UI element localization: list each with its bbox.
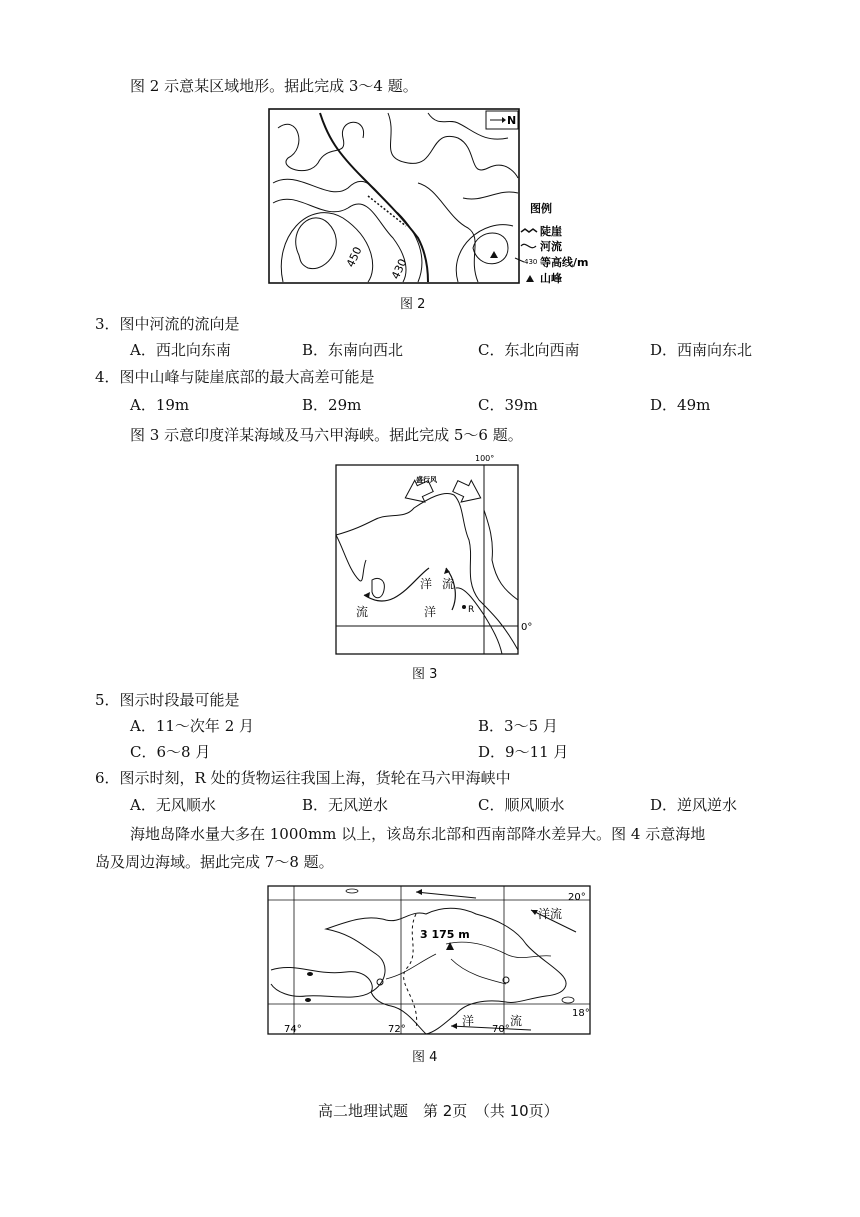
river-legend-icon [521, 244, 536, 247]
question-3-option-a[interactable]: A．西北向东南 [130, 341, 231, 359]
point-r-label: R [468, 605, 475, 615]
intro-fig4-line-1: 海地岛降水量大多在 1000mm 以上，该岛东北部和西南部降水差异大。图 4 示意海地 [130, 825, 706, 843]
question-6-option-b[interactable]: B．无风逆水 [302, 796, 389, 814]
current-label-flow-2: 流 [442, 577, 455, 591]
longitude-72-label: 72° [388, 1024, 406, 1035]
figure-4-island-map [266, 884, 596, 1043]
longitude-100-label: 100° [475, 454, 495, 463]
legend-peak: 山峰 [540, 272, 562, 285]
question-5-option-b[interactable]: B．3～5 月 [478, 717, 558, 735]
contour-label-450: 450 [343, 244, 365, 270]
current-label-ocean-1: 洋 [420, 577, 433, 591]
legend-contour-value: 430 [524, 258, 538, 266]
current-label-top: 洋流 [538, 907, 563, 921]
intro-fig4-line-2: 岛及周边海域。据此完成 7～8 题。 [95, 853, 334, 871]
latitude-20-label: 20° [568, 892, 586, 903]
question-3-option-c[interactable]: C．东北向西南 [478, 341, 580, 359]
question-4-option-b[interactable]: B．29m [302, 396, 362, 414]
current-label-ocean-2: 洋 [424, 605, 437, 619]
question-6-option-d[interactable]: D．逆风逆水 [650, 796, 738, 814]
legend-cliff: 陡崖 [540, 225, 562, 238]
current-label-bottom-1: 洋 [462, 1014, 475, 1028]
intro-fig3: 图 3 示意印度洋某海域及马六甲海峡。据此完成 5～6 题。 [130, 426, 523, 444]
question-5-stem: 5．图示时段最可能是 [95, 691, 240, 709]
contour-label-430: 430 [388, 256, 410, 282]
figure-2-terrain-map [268, 108, 588, 292]
page-footer: 高二地理试题 第 2页 （共 10页） [318, 1102, 559, 1120]
figure-3-ocean-map [334, 450, 549, 662]
cliff-legend-icon [521, 229, 537, 232]
question-4-option-d[interactable]: D．49m [650, 396, 711, 414]
question-5-option-d[interactable]: D．9～11 月 [478, 743, 569, 761]
question-5-option-a[interactable]: A．11～次年 2 月 [130, 717, 254, 735]
question-3-stem: 3．图中河流的流向是 [95, 315, 240, 333]
question-3-option-d[interactable]: D．西南向东北 [650, 341, 753, 359]
legend-river: 河流 [540, 240, 562, 253]
figure-3-caption: 图 3 [412, 667, 438, 682]
question-4-option-a[interactable]: A．19m [130, 396, 190, 414]
intro-fig2: 图 2 示意某区域地形。据此完成 3～4 题。 [130, 77, 418, 95]
question-5-option-c[interactable]: C．6～8 月 [130, 743, 211, 761]
figure-4-caption: 图 4 [412, 1050, 438, 1065]
question-3-option-b[interactable]: B．东南向西北 [302, 341, 404, 359]
question-6-option-c[interactable]: C．顺风顺水 [478, 796, 565, 814]
north-label: N [507, 114, 517, 127]
equator-label: 0° [521, 622, 533, 633]
current-label-bottom-2: 流 [510, 1014, 523, 1028]
legend-contour: 等高线/m [540, 256, 588, 269]
legend-title: 图例 [530, 202, 552, 215]
longitude-70-label: 70° [492, 1024, 510, 1035]
question-4-option-c[interactable]: C．39m [478, 396, 538, 414]
figure-2-caption: 图 2 [400, 297, 426, 312]
prevailing-wind-label: 盛行风 [416, 476, 437, 484]
question-6-option-a[interactable]: A．无风顺水 [130, 796, 216, 814]
question-6-stem: 6．图示时刻，R 处的货物运往我国上海，货轮在马六甲海峡中 [95, 769, 511, 787]
peak-legend-icon [526, 275, 534, 282]
question-4-stem: 4．图中山峰与陡崖底部的最大高差可能是 [95, 368, 375, 386]
longitude-74-label: 74° [284, 1024, 302, 1035]
current-label-flow-1: 流 [356, 605, 369, 619]
latitude-18-label: 18° [572, 1008, 590, 1019]
peak-elevation-label: 3 175 m [420, 928, 470, 941]
